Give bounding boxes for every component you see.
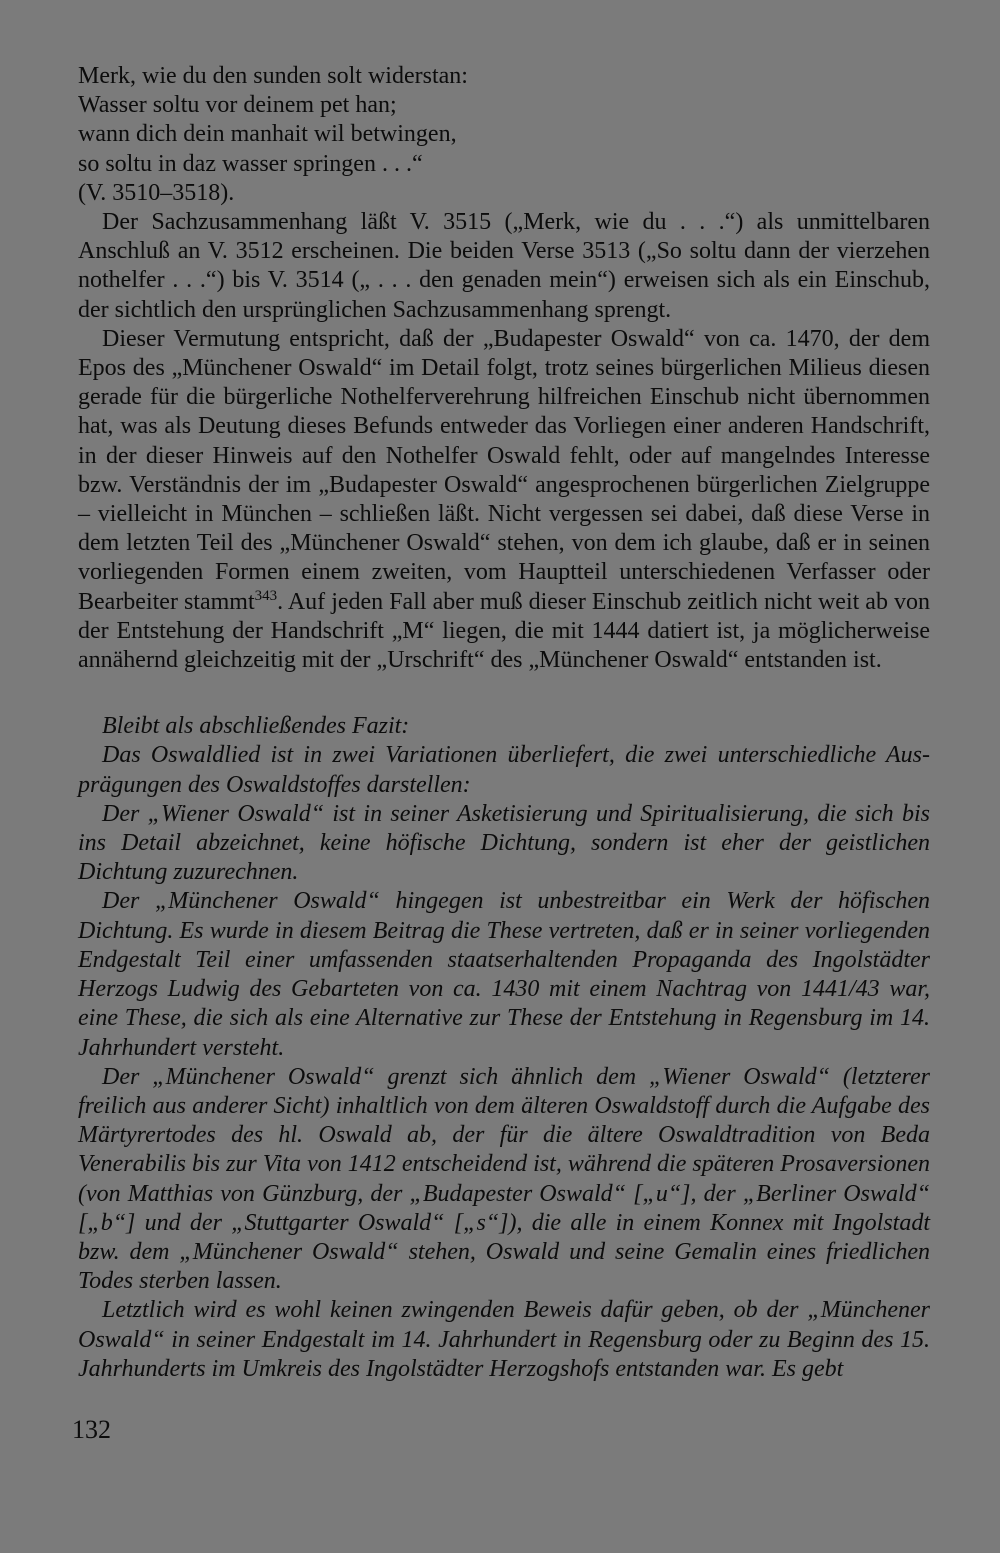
- conclusion-heading: Bleibt als abschließendes Fazit:: [102, 713, 410, 740]
- body-text: Dieser Vermutung entspricht, daß der „Budapester Oswald“ von ca. 1470, der dem Epos des „Münchener Oswald“ im Detail folgt, trotz seines bürgerlichen Milieus diesen gerade für die bürgerliche Nothelferverehrung hilfreichen Einschub nicht übernommen hat, was als Deutung dieses Befunds entweder das Vorliegen einer anderen Handschrift, in der dieser Hinweis auf den Nothelfer Oswald fehlt, oder auf mangelndes Interesse bzw. Verständnis der im „Budapester Oswald“ angesprochenen bürgerlichen Zielgruppe – vielleicht in München – schließen läßt. Nicht vergessen sei dabei, daß diese Verse in dem letzten Teil des „Münchener Oswald“ stehen, von dem ich glaube, daß er in seinen vorliegenden Formen einem zweiten, vom Hauptteil unterschiedenen Verfasser oder Bearbeiter stammt: [78, 325, 930, 615]
- conclusion-paragraph: Das Oswaldlied ist in zwei Variationen überliefert, die zwei unterschiedliche Ausprägungen des Oswaldstoffes darstellen:: [78, 742, 930, 798]
- verse-line: wann dich dein manhait wil betwingen,: [78, 121, 457, 148]
- conclusion-paragraph: Der „Wiener Oswald“ ist in seiner Asketisierung und Spiritualisierung, die sich bis ins Detail abzeichnet, keine höfische Dichtung, sondern ist eher der geistlichen Dichtung zuzurechnen.: [78, 800, 930, 886]
- body-paragraph: [78, 325, 930, 675]
- section-gap: [78, 675, 930, 712]
- conclusion-paragraph: Der „Münchener Oswald“ grenzt sich ähnlich dem „Wiener Oswald“ (letzterer freilich aus anderer Sicht) inhaltlich von dem älteren Oswaldstoff durch die Aufgabe des Märtyrertodes des hl. Oswald ab, der für die ältere Oswaldtradition von Beda Venerabilis bis zur Vita von 1412 entscheidend ist, während die späteren Prosaversionen (von Matthias von Günzburg, der „Budapester Oswald“ [„u“], der „Berliner Oswald“ [„b“] und der „Stuttgarter Oswald“ [„s“]), die alle in einem Konnex mit Ingolstadt bzw. dem „Münchener Oswald“ stehen, Oswald und seine Gemalin eines friedlichen Todes sterben lassen.: [78, 1063, 930, 1295]
- verse-quote: [78, 62, 930, 208]
- book-page: [78, 62, 930, 1384]
- body-paragraph: Der Sachzusammenhang läßt V. 3515 („Merk, wie du . . .“) als unmittelbaren Anschluß an V. 3512 erscheinen. Die beiden Verse 3513 („So soltu dann der vierzehen nothelfer . . .“) bis V. 3514 („ . . . den genaden mein“) erweisen sich als ein Einschub, der sichtlich den ursprünglichen Sachzusammenhang sprengt.: [78, 209, 930, 323]
- verse-citation: (V. 3510–3518).: [78, 179, 235, 206]
- verse-line: Wasser soltu vor deinem pet han;: [78, 92, 397, 119]
- page-number: 132: [72, 1415, 111, 1444]
- verse-line: Merk, wie du den sunden solt widerstan:: [78, 63, 468, 89]
- conclusion-paragraph: Letztlich wird es wohl keinen zwingenden Beweis dafür geben, ob der „Münchener Oswald“ in seiner Endgestalt im 14. Jahrhundert in Regensburg oder zu Beginn des 15. Jahrhunderts im Umkreis des Ingolstädter Herzogshofs entstanden war. Es gebt: [78, 1297, 930, 1382]
- verse-line: so soltu in daz wasser springen . . .“: [78, 150, 423, 177]
- footnote-reference: 343: [254, 587, 278, 604]
- body-text: . Auf jeden Fall aber muß dieser Einschub zeitlich nicht weit ab von der Entstehung der Handschrift „M“ liegen, die mit 1444 datiert ist, ja möglicherweise annähernd gleichzeitig mit der „Urschrift“ des „Münchener Oswald“ entstanden ist.: [78, 588, 930, 674]
- conclusion-paragraph: Der „Münchener Oswald“ hingegen ist unbestreitbar ein Werk der höfischen Dichtung. Es wurde in diesem Beitrag die These vertreten, daß er in seiner vorliegenden Endgestalt Teil einer umfassenden staatserhaltenden Propaganda des Ingolstädter Herzogs Ludwig des Gebarteten von ca. 1430 mit einem Nachtrag von 1441/43 war, eine These, die sich als eine Alternative zur These der Entstehung in Regensburg im 14. Jahrhundert versteht.: [78, 888, 930, 1061]
